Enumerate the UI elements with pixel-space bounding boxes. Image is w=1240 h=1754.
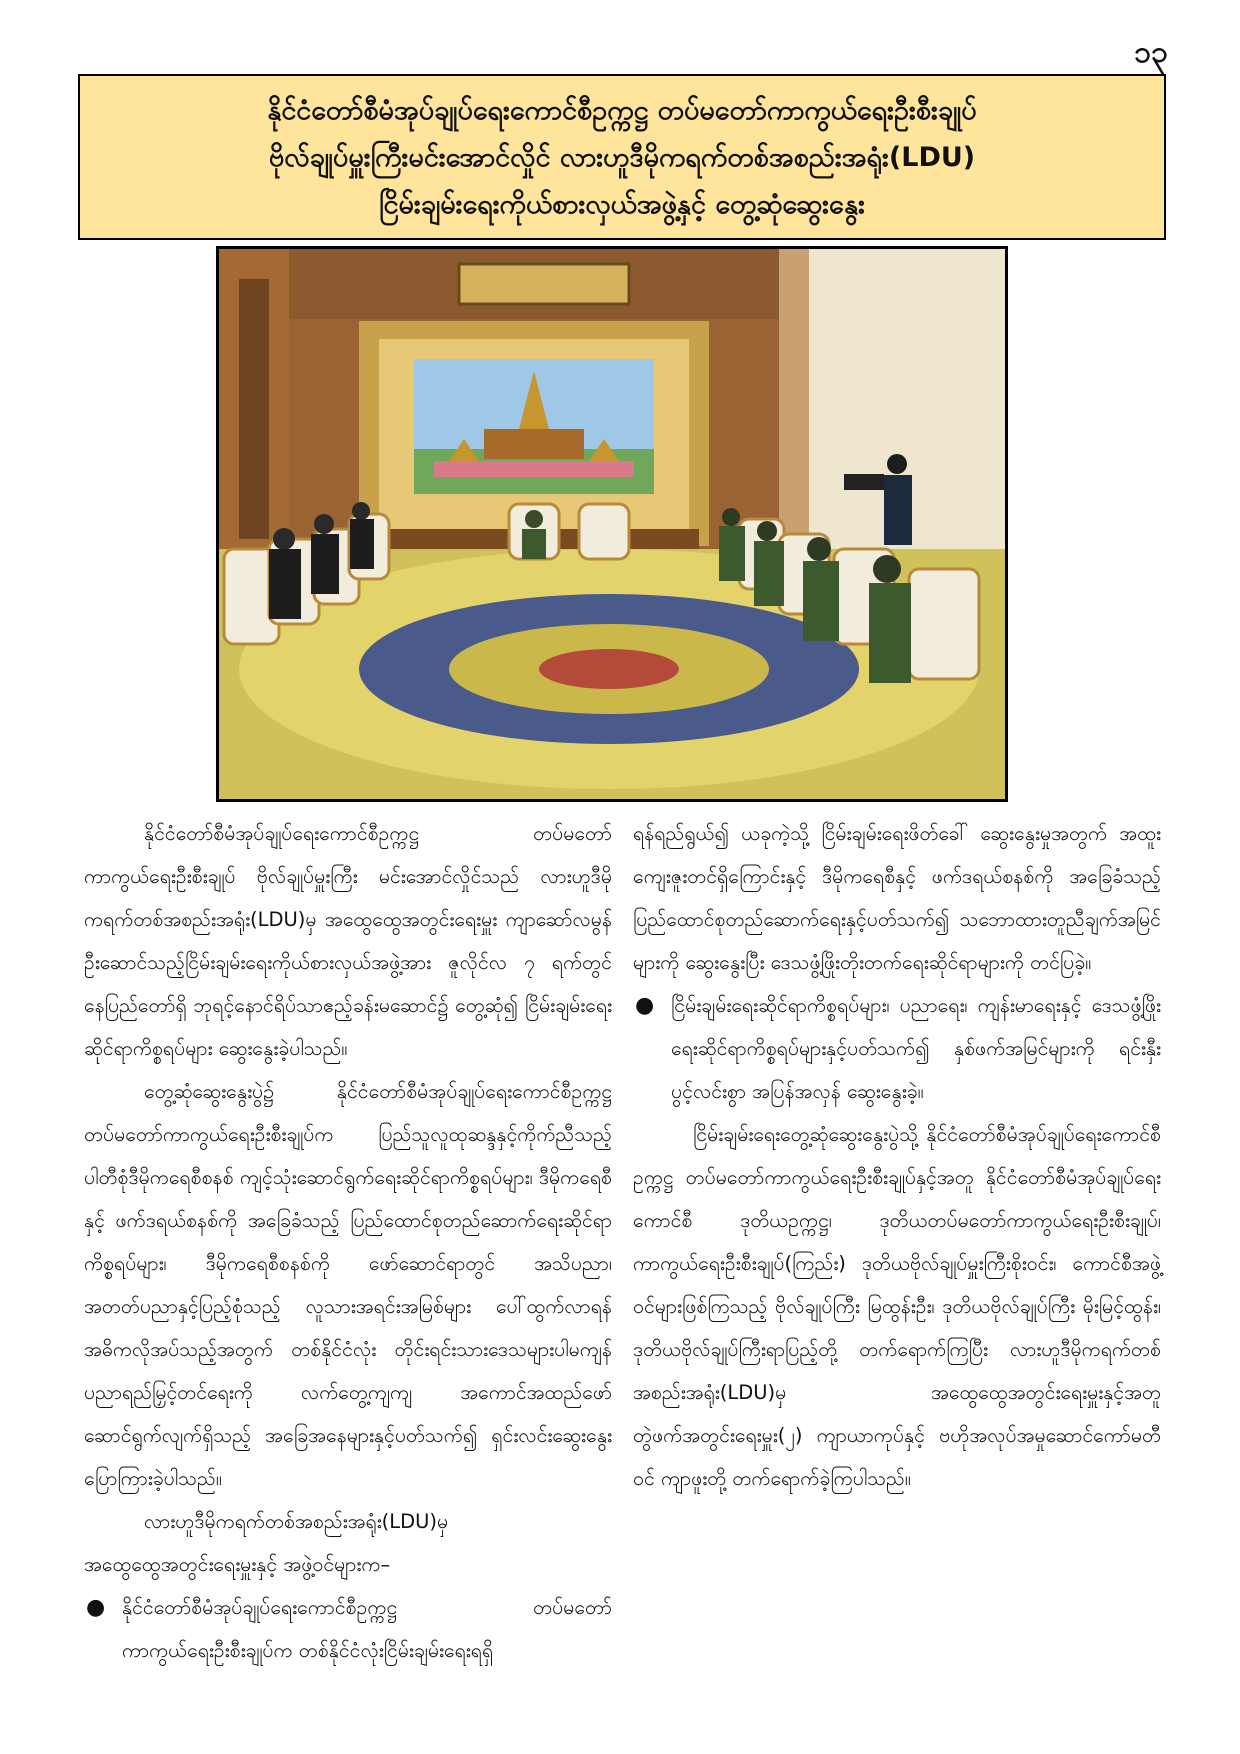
bullet-dot-icon: ● (635, 993, 655, 1018)
paragraph-ldu-intro: လားဟူဒီမိုကရက်တစ်အစည်းအရုံး(LDU)မှ အထွေထွေအတွင်းရေးမှူးနှင့် အဖွဲ့ဝင်များက– (84, 1510, 449, 1576)
paragraph-discussion: တွေ့ဆုံဆွေးနွေးပွဲ၌ နိုင်ငံတော်စီမံအုပ်ချုပ်ရေးကောင်စီဥက္ကဋ္ဌ တပ်မတော်ကာကွယ်ရေးဦးစီးချုပ်က ပြည်သူလူထုဆန္ဒနှင့်ကိုက်ညီသည့် ပါတီစုံဒီမိုကရေစီစနစ် ကျင့်သုံးဆောင်ရွက်ရေးဆိုင်ရာကိစ္စရပ်များ၊ ဒီမိုကရေစီနှင့် ဖက်ဒရယ်စနစ်ကို အခြေခံသည့် ပြည်ထောင်စုတည်ဆောက်ရေးဆိုင်ရာကိစ္စရပ်များ၊ ဒီမိုကရေစီစနစ်ကို ဖော်ဆောင်ရာတွင် အသိပညာ၊ အတတ်ပညာနှင့်ပြည့်စုံသည့် လူသားအရင်းအမြစ်များ ပေါ်ထွက်လာရန် အဓိကလိုအပ်သည့်အတွက် တစ်နိုင်ငံလုံး တိုင်းရင်းသားဒေသများပါမကျန် ပညာရည်မြှင့်တင်ရေးကို လက်တွေ့ကျကျ အကောင်အထည်ဖော် ဆောင်ရွက်လျက်ရှိသည့် အခြေအနေများနှင့်ပတ်သက်၍ ရှင်းလင်းဆွေးနွေးပြောကြားခဲ့ပါသည်။ (84, 1080, 613, 1490)
headline-line-1: နိုင်ငံတော်စီမံအုပ်ချုပ်ရေးကောင်စီဥက္ကဋ္ဌ တပ်မတော်ကာကွယ်ရေးဦးစီးချုပ် (267, 94, 977, 126)
page-number: ၁၃ (1134, 35, 1168, 70)
bullet-item-2-text: ငြိမ်းချမ်းရေးဆိုင်ရာကိစ္စရပ်များ၊ ပညာရေး၊ ကျန်းမာရေးနှင့် ဒေသဖွံ့ဖြိုးရေးဆိုင်ရာကိစ္စရပ်များနှင့်ပတ်သက်၍ နှစ်ဖက်အမြင်များကို ရင်းနှီးပွင့်လင်းစွာ အပြန်အလှန် ဆွေးနွေးခဲ့။ (671, 994, 1161, 1103)
bullet-item-1-continued: ရန်ရည်ရွယ်၍ ယခုကဲ့သို့ ငြိမ်းချမ်းရေးဖိတ်ခေါ် ဆွေးနွေးမှုအတွက် အထူးကျေးဇူးတင်ရှိကြောင်းနှင့် ဒီမိုကရေစီနှင့် ဖက်ဒရယ်စနစ်ကို အခြေခံသည့် ပြည်ထောင်စုတည်ဆောက်ရေးနှင့်ပတ်သက်၍ သဘောထားတူညီချက်အမြင်များကို ဆွေးနွေးပြီး ဒေသဖွံ့ဖြိုးတိုးတက်ရေးဆိုင်ရာများကို တင်ပြခဲ့။ (633, 822, 1161, 974)
bullet-dot-icon: ● (86, 1595, 106, 1620)
headline-line-2: ဗိုလ်ချုပ်မှူးကြီးမင်းအောင်လှိုင် လားဟူဒီမိုကရက်တစ်အစည်းအရုံး(LDU) (268, 141, 976, 173)
meeting-photo (216, 246, 1008, 802)
bullet-item-2 (633, 984, 1161, 1113)
left-column (84, 812, 612, 1672)
bullet-item-1 (84, 1586, 612, 1672)
right-column (633, 812, 1161, 1500)
meeting-photo-illustration (219, 249, 1005, 799)
paragraph-intro: နိုင်ငံတော်စီမံအုပ်ချုပ်ရေးကောင်စီဥက္ကဋ္ဌ တပ်မတော်ကာကွယ်ရေးဦးစီးချုပ် ဗိုလ်ချုပ်မှူးကြီး မင်းအောင်လှိုင်သည် လားဟူဒီမိုကရက်တစ်အစည်းအရုံး(LDU)မှ အထွေထွေအတွင်းရေးမှူး ကျာဆော်လမွန် ဦးဆောင်သည့်ငြိမ်းချမ်းရေးကိုယ်စားလှယ်အဖွဲ့အား ဇူလိုင်လ ၇ ရက်တွင် နေပြည်တော်ရှိ ဘုရင့်နောင်ရိပ်သာဧည့်ခန်းမဆောင်၌ တွေ့ဆုံ၍ ငြိမ်းချမ်းရေးဆိုင်ရာကိစ္စရပ်များ ဆွေးနွေးခဲ့ပါသည်။ (84, 822, 612, 1060)
bullet-item-1-text: နိုင်ငံတော်စီမံအုပ်ချုပ်ရေးကောင်စီဥက္ကဋ္ဌ တပ်မတော်ကာကွယ်ရေးဦးစီးချုပ်က တစ်နိုင်ငံလုံးငြိမ်းချမ်းရေးရရှိ (122, 1596, 612, 1662)
headline-line-3: ငြိမ်းချမ်းရေးကိုယ်စားလှယ်အဖွဲ့နှင့် တွေ့ဆုံဆွေးနွေး (379, 188, 865, 220)
paragraph-attendees: ငြိမ်းချမ်းရေးတွေ့ဆုံဆွေးနွေးပွဲသို့ နိုင်ငံတော်စီမံအုပ်ချုပ်ရေးကောင်စီဥက္ကဋ္ဌ တပ်မတော်ကာကွယ်ရေးဦးစီးချုပ်နှင့်အတူ နိုင်ငံတော်စီမံအုပ်ချုပ်ရေးကောင်စီ ဒုတိယဥက္ကဋ္ဌ၊ ဒုတိယတပ်မတော်ကာကွယ်ရေးဦးစီးချုပ်၊ ကာကွယ်ရေးဦးစီးချုပ်(ကြည်း) ဒုတိယဗိုလ်ချုပ်မှူးကြီးစိုးဝင်း၊ ကောင်စီအဖွဲ့ဝင်များဖြစ်ကြသည့် ဗိုလ်ချုပ်ကြီး မြထွန်းဦး၊ ဒုတိယဗိုလ်ချုပ်ကြီး မိုးမြင့်ထွန်း၊ ဒုတိယဗိုလ်ချုပ်ကြီးရာပြည့်တို့ တက်ရောက်ကြပြီး လားဟူဒီမိုကရက်တစ်အစည်းအရုံး(LDU)မှ အထွေထွေအတွင်းရေးမှူးနှင့်အတူ တွဲဖက်အတွင်းရေးမှူး(၂) ကျာယာကုပ်နှင့် ဗဟိုအလုပ်အမှုဆောင်ကော်မတီဝင် ကျာဖူးတို့ တက်ရောက်ခဲ့ကြပါသည်။ (633, 1123, 1161, 1490)
headline-box (78, 74, 1166, 240)
